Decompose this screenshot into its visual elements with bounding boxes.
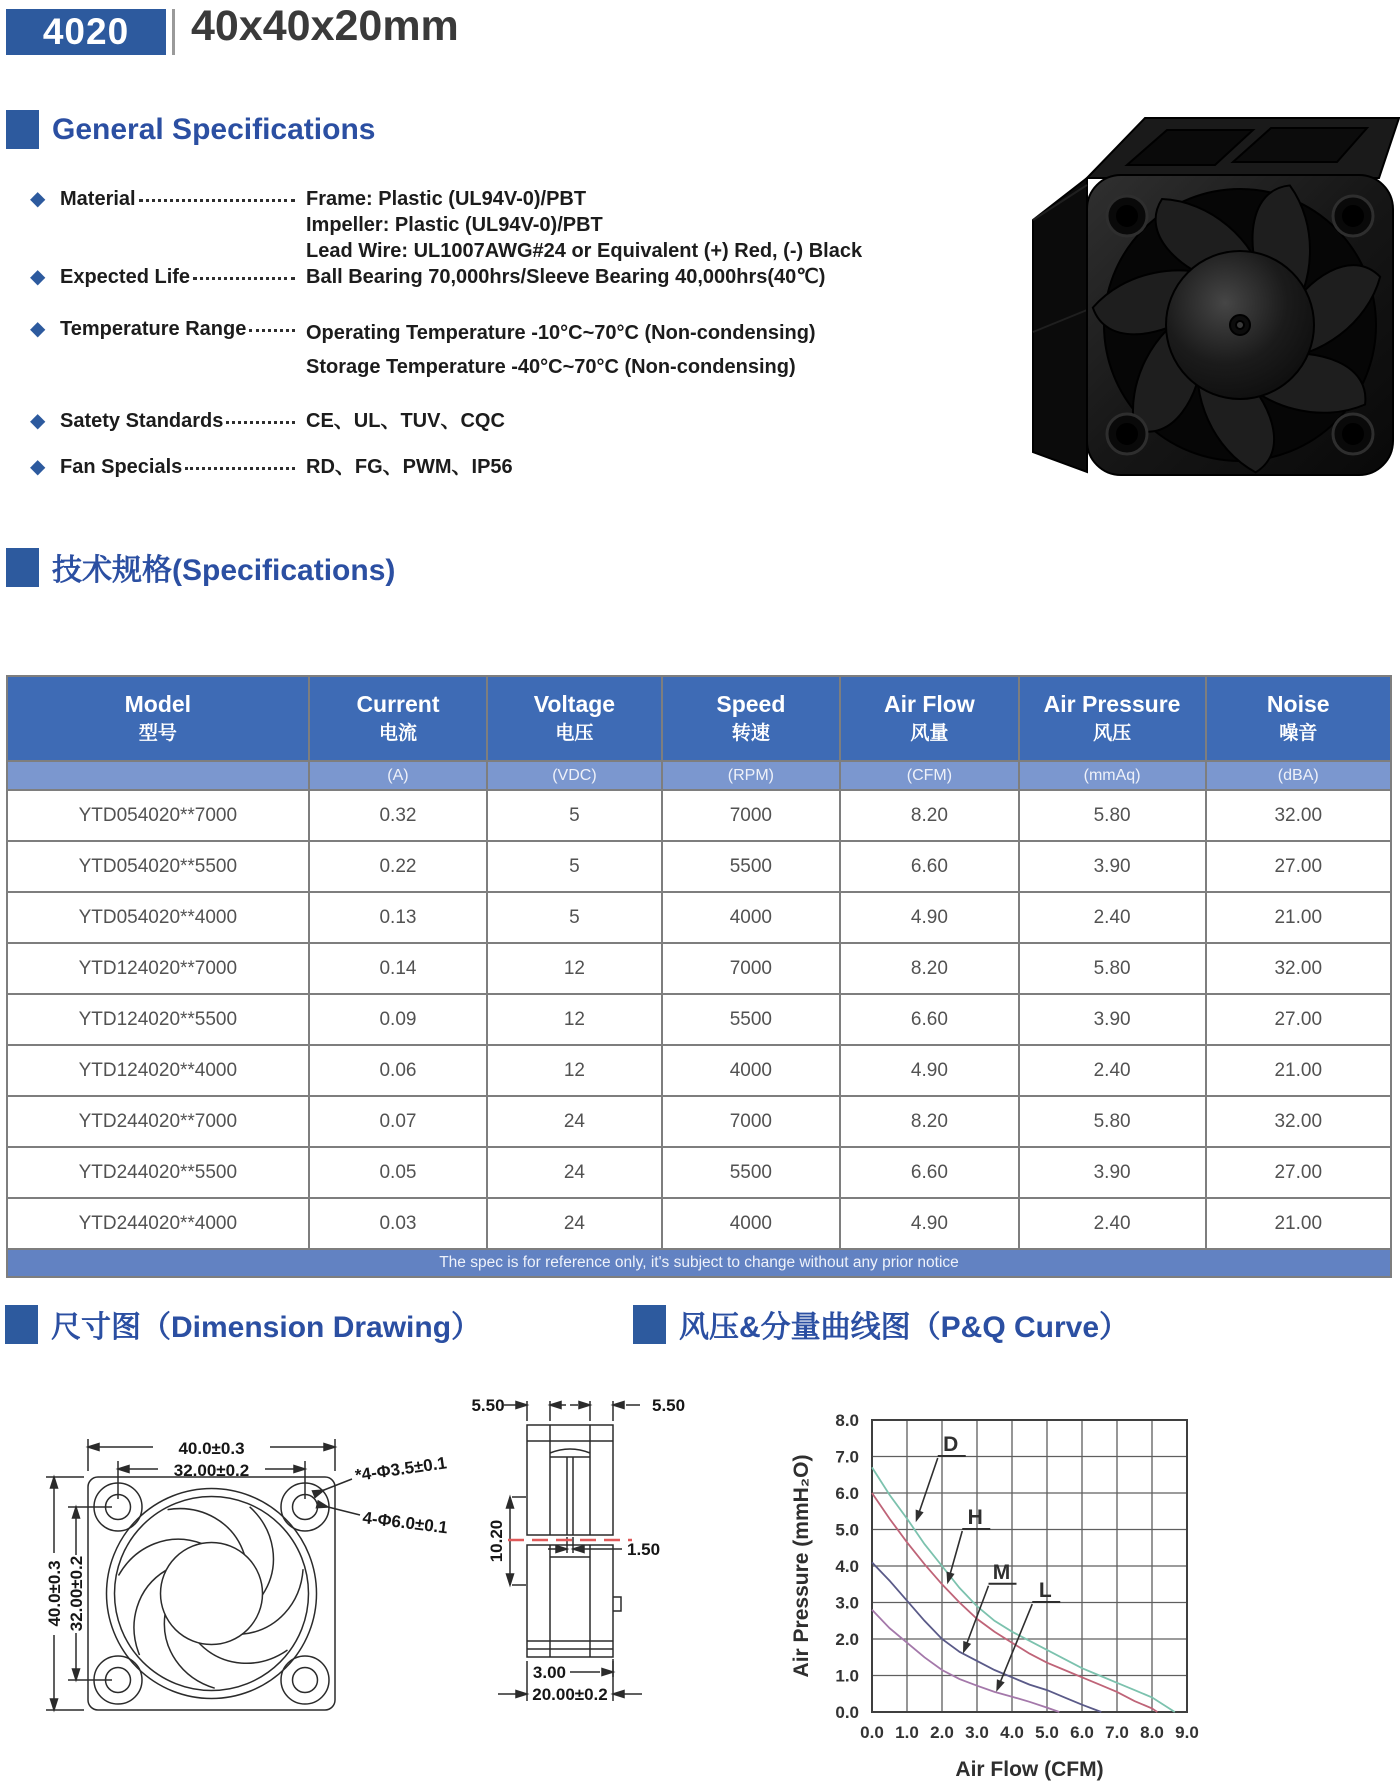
specifications-table [6, 675, 1392, 1278]
spec-label-group [60, 316, 298, 342]
value-cell: 0.05 [309, 1147, 488, 1198]
table-units-row [7, 761, 1391, 790]
section-title: 技术规格(Specifications) [52, 554, 396, 587]
x-tick-label: 2.0 [930, 1723, 954, 1742]
diamond-bullet-icon: ◆ [30, 188, 46, 210]
unit-cell: (VDC) [487, 761, 661, 790]
diamond-bullet-icon: ◆ [30, 266, 46, 288]
section-marker-icon [5, 1305, 38, 1344]
dotted-leader [226, 408, 295, 424]
x-tick-label: 7.0 [1105, 1723, 1129, 1742]
value-cell: 5 [487, 790, 661, 841]
label-leader-line [950, 1531, 962, 1575]
value-cell: 8.20 [840, 790, 1019, 841]
column-header-cn: 电流 [378, 723, 417, 745]
column-header-current [309, 676, 488, 761]
column-header-cn: 转速 [731, 723, 770, 745]
value-cell: 0.22 [309, 841, 488, 892]
page-title-size: 40x40x20mm [191, 2, 459, 50]
value-cell: 6.60 [840, 841, 1019, 892]
section-marker-icon [6, 548, 39, 587]
column-header-en: Speed [716, 691, 786, 718]
column-header-air-flow [840, 676, 1019, 761]
dim-flange-right: 5.50 [652, 1396, 686, 1415]
x-tick-label: 5.0 [1035, 1723, 1059, 1742]
dim-width-inner: 32.00±0.2 [173, 1461, 250, 1480]
value-cell: 5 [487, 841, 661, 892]
value-cell: 4.90 [840, 892, 1019, 943]
spec-label: Fan Specials [60, 456, 183, 478]
unit-cell: (mmAq) [1019, 761, 1206, 790]
model-cell: YTD054020**5500 [7, 841, 309, 892]
value-cell: 0.13 [309, 892, 488, 943]
unit-cell: (CFM) [840, 761, 1019, 790]
value-cell: 32.00 [1206, 1096, 1392, 1147]
dim-width-outer: 40.0±0.3 [178, 1439, 245, 1458]
table-row [7, 841, 1391, 892]
spec-label: Temperature Range [60, 318, 247, 340]
value-cell: 4.90 [840, 1198, 1019, 1249]
x-tick-label: 9.0 [1175, 1723, 1199, 1742]
spec-value-line: Lead Wire: UL1007AWG#24 or Equivalent (+) Red, (-) Black [306, 240, 863, 262]
value-cell: 0.09 [309, 994, 488, 1045]
model-cell: YTD054020**7000 [7, 790, 309, 841]
model-cell: YTD054020**4000 [7, 892, 309, 943]
spec-value-line: Storage Temperature -40°C~70°C (Non-condensing) [306, 356, 796, 378]
value-cell: 21.00 [1206, 1045, 1392, 1096]
value-cell: 7000 [662, 1096, 841, 1147]
value-cell: 0.06 [309, 1045, 488, 1096]
spec-label: Expected Life [60, 266, 191, 288]
value-cell: 5.80 [1019, 1096, 1206, 1147]
section-title: 尺寸图（Dimension Drawing） [51, 1311, 482, 1344]
column-header-cn: 电压 [555, 723, 594, 745]
spec-row-satety-standards [30, 408, 1040, 434]
value-cell: 12 [487, 1045, 661, 1096]
column-header-cn: 风量 [910, 723, 949, 745]
section-marker-icon [633, 1305, 666, 1344]
spec-value-line: Impeller: Plastic (UL94V-0)/PBT [306, 214, 603, 236]
value-cell: 2.40 [1019, 1045, 1206, 1096]
value-cell: 8.20 [840, 943, 1019, 994]
x-tick-label: 0.0 [860, 1723, 884, 1742]
y-tick-label: 8.0 [835, 1411, 859, 1430]
value-cell: 4.90 [840, 1045, 1019, 1096]
dim-flange-left: 5.50 [471, 1396, 505, 1415]
value-cell: 12 [487, 943, 661, 994]
x-tick-label: 3.0 [965, 1723, 989, 1742]
pq-series-label-D [912, 1433, 966, 1524]
column-header-cn: 风压 [1093, 723, 1132, 745]
y-tick-label: 6.0 [835, 1484, 859, 1503]
section-general-specifications [6, 110, 375, 149]
series-letter: L [1038, 1579, 1052, 1603]
label-leader-line [1000, 1604, 1032, 1683]
value-cell: 4000 [662, 1045, 841, 1096]
table-header-row [7, 676, 1391, 761]
table-row [7, 994, 1391, 1045]
pq-curve-L [872, 1610, 1059, 1712]
model-cell: YTD244020**5500 [7, 1147, 309, 1198]
spec-row-expected-life [30, 264, 1040, 290]
spec-label: Satety Standards [60, 410, 224, 432]
x-tick-label: 4.0 [1000, 1723, 1024, 1742]
value-cell: 21.00 [1206, 892, 1392, 943]
spec-value-line: RD、FG、PWM、IP56 [306, 456, 513, 478]
y-tick-label: 1.0 [835, 1666, 859, 1686]
value-cell: 6.60 [840, 1147, 1019, 1198]
model-cell: YTD244020**4000 [7, 1198, 309, 1249]
model-cell: YTD124020**5500 [7, 994, 309, 1045]
value-cell: 27.00 [1206, 1147, 1392, 1198]
spec-value-line: Ball Bearing 70,000hrs/Sleeve Bearing 40,000hrs(40℃) [306, 266, 826, 288]
value-cell: 3.90 [1019, 841, 1206, 892]
value-cell: 5.80 [1019, 790, 1206, 841]
pq-tick-labels [835, 1411, 1198, 1742]
value-cell: 5500 [662, 1147, 841, 1198]
value-cell: 5500 [662, 841, 841, 892]
dim-boss: 3.00 [532, 1663, 566, 1682]
value-cell: 3.90 [1019, 994, 1206, 1045]
column-header-air-pressure [1019, 676, 1206, 761]
table-footnote: The spec is for reference only, it's subject to change without any prior notice [7, 1249, 1391, 1277]
y-tick-label: 7.0 [835, 1447, 859, 1467]
spec-values [306, 454, 513, 480]
section-title: 风压&分量曲线图（P&Q Curve） [679, 1311, 1130, 1344]
value-cell: 3.90 [1019, 1147, 1206, 1198]
value-cell: 2.40 [1019, 892, 1206, 943]
spec-label-group [60, 408, 298, 434]
header-divider [172, 9, 175, 55]
diamond-bullet-icon: ◆ [30, 318, 46, 340]
dim-gap: 1.50 [627, 1540, 661, 1559]
y-tick-label: 0.0 [835, 1703, 859, 1722]
value-cell: 4000 [662, 892, 841, 943]
column-header-en: Current [356, 691, 440, 718]
section-pq-curve [633, 1302, 1129, 1346]
column-header-en: Air Flow [884, 691, 975, 718]
value-cell: 0.07 [309, 1096, 488, 1147]
value-cell: 5500 [662, 994, 841, 1045]
label-leader-line [919, 1458, 938, 1513]
spec-label-group [60, 186, 298, 212]
value-cell: 24 [487, 1198, 661, 1249]
dim-height-outer: 40.0±0.3 [45, 1560, 64, 1627]
series-letter: H [967, 1506, 983, 1530]
dotted-leader [249, 316, 295, 332]
value-cell: 21.00 [1206, 1198, 1392, 1249]
column-header-voltage [487, 676, 661, 761]
column-header-en: Voltage [533, 691, 616, 718]
fan-product-image [975, 70, 1400, 490]
value-cell: 0.14 [309, 943, 488, 994]
dotted-leader [185, 454, 295, 470]
model-cell: YTD244020**7000 [7, 1096, 309, 1147]
value-cell: 0.32 [309, 790, 488, 841]
spec-values [306, 186, 862, 264]
dimension-front-view [8, 1357, 478, 1787]
unit-cell: (RPM) [662, 761, 841, 790]
table-row [7, 1147, 1391, 1198]
value-cell: 5 [487, 892, 661, 943]
value-cell: 12 [487, 994, 661, 1045]
diamond-bullet-icon: ◆ [30, 410, 46, 432]
column-header-en: Noise [1266, 691, 1330, 718]
dim-depth: 20.00±0.2 [532, 1685, 608, 1704]
dim-height-inner: 32.00±0.2 [67, 1555, 86, 1632]
column-header-model [7, 676, 309, 761]
diamond-bullet-icon: ◆ [30, 456, 46, 478]
spec-value-line: CE、UL、TUV、CQC [306, 410, 505, 432]
dotted-leader [193, 264, 295, 280]
column-header-cn: 型号 [138, 723, 177, 745]
table-footnote-row [7, 1249, 1391, 1277]
section-dimension-drawing [5, 1302, 481, 1346]
table-row [7, 943, 1391, 994]
value-cell: 24 [487, 1147, 661, 1198]
column-header-speed [662, 676, 841, 761]
value-cell: 0.03 [309, 1198, 488, 1249]
series-letter: D [943, 1433, 959, 1457]
value-cell: 2.40 [1019, 1198, 1206, 1249]
column-header-en: Air Pressure [1043, 691, 1181, 718]
x-tick-label: 1.0 [895, 1723, 919, 1742]
value-cell: 32.00 [1206, 790, 1392, 841]
unit-cell [7, 761, 309, 790]
table-row [7, 892, 1391, 943]
value-cell: 7000 [662, 943, 841, 994]
pq-series-label-H [943, 1506, 990, 1585]
pq-curve-chart [700, 1395, 1400, 1787]
model-cell: YTD124020**7000 [7, 943, 309, 994]
dim-hole-note-2: 4-Φ6.0±0.1 [361, 1508, 449, 1538]
model-code-badge: 4020 [6, 9, 166, 55]
value-cell: 7000 [662, 790, 841, 841]
spec-values [306, 264, 825, 290]
spec-values [306, 408, 505, 434]
spec-value-line: Frame: Plastic (UL94V-0)/PBT [306, 188, 587, 210]
y-tick-label: 4.0 [835, 1557, 859, 1576]
series-letter: M [992, 1560, 1011, 1584]
value-cell: 32.00 [1206, 943, 1392, 994]
x-axis-title: Air Flow (CFM) [955, 1758, 1104, 1781]
table-row [7, 1045, 1391, 1096]
spec-row-material [30, 186, 1040, 264]
value-cell: 8.20 [840, 1096, 1019, 1147]
spec-row-fan-specials [30, 454, 1040, 480]
y-axis-title: Air Pressure (mmH₂O) [790, 1454, 813, 1678]
column-header-en: Model [124, 691, 192, 718]
value-cell: 5.80 [1019, 943, 1206, 994]
spec-label-group [60, 264, 298, 290]
y-tick-label: 2.0 [835, 1630, 859, 1649]
section-specifications [6, 545, 395, 589]
y-tick-label: 3.0 [835, 1593, 859, 1613]
table-row [7, 1096, 1391, 1147]
column-header-cn: 噪音 [1279, 723, 1318, 745]
model-cell: YTD124020**4000 [7, 1045, 309, 1096]
table-row [7, 790, 1391, 841]
x-tick-label: 6.0 [1070, 1723, 1094, 1742]
dotted-leader [139, 186, 295, 202]
value-cell: 24 [487, 1096, 661, 1147]
label-arrowhead-icon [912, 1509, 924, 1523]
dim-hole-note-1: *4-Φ3.5±0.1 [353, 1453, 448, 1485]
table-row [7, 1198, 1391, 1249]
y-tick-label: 5.0 [835, 1520, 859, 1540]
spec-label-group [60, 454, 298, 480]
column-header-noise [1206, 676, 1392, 761]
spec-label: Material [60, 188, 136, 210]
spec-value-line: Operating Temperature -10°C~70°C (Non-condensing) [306, 322, 816, 344]
pq-grid [872, 1420, 1187, 1712]
dim-hub-depth: 10.20 [487, 1519, 506, 1563]
section-marker-icon [6, 110, 39, 149]
value-cell: 6.60 [840, 994, 1019, 1045]
value-cell: 27.00 [1206, 841, 1392, 892]
section-title: General Specifications [52, 112, 376, 146]
x-tick-label: 8.0 [1140, 1723, 1164, 1742]
spec-values [306, 316, 816, 384]
spec-row-temperature-range [30, 316, 1040, 384]
unit-cell: (A) [309, 761, 488, 790]
value-cell: 4000 [662, 1198, 841, 1249]
unit-cell: (dBA) [1206, 761, 1392, 790]
value-cell: 27.00 [1206, 994, 1392, 1045]
